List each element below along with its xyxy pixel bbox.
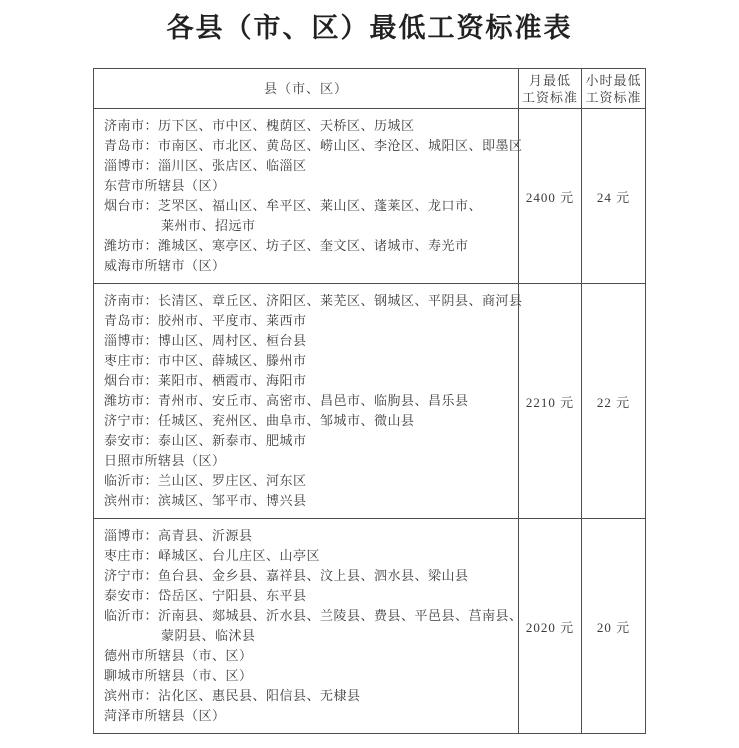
header-monthly-wage: [519, 69, 582, 109]
table-row-tier1: [94, 109, 646, 284]
hourly-wage-tier3: 20 元: [582, 519, 646, 734]
area-line: 济宁市：任城区、兖州区、曲阜市、邹城市、微山县: [104, 413, 415, 428]
area-line: 东营市所辖县（区）: [104, 178, 226, 193]
area-line-continuation: 莱州市、招远市: [161, 218, 256, 233]
wage-table: [93, 68, 646, 734]
area-line: 临沂市：沂南县、郯城县、沂水县、兰陵县、费县、平邑县、莒南县、: [104, 608, 523, 623]
area-line: 潍坊市：青州市、安丘市、高密市、昌邑市、临朐县、昌乐县: [104, 393, 469, 408]
areas-cell-tier3: [94, 519, 523, 734]
header-areas: 县（市、区）: [94, 69, 519, 109]
area-line: 威海市所辖市（区）: [104, 258, 226, 273]
area-line-continuation: 蒙阴县、临沭县: [161, 628, 256, 643]
areas-cell-tier2: [94, 284, 523, 519]
area-line: 泰安市：岱岳区、宁阳县、东平县: [104, 588, 307, 603]
area-line: 淄博市：高青县、沂源县: [104, 528, 253, 543]
area-line: 枣庄市：峄城区、台儿庄区、山亭区: [104, 548, 321, 563]
area-line: 泰安市：泰山区、新泰市、肥城市: [104, 433, 307, 448]
area-line: 青岛市：市南区、市北区、黄岛区、崂山区、李沧区、城阳区、即墨区: [104, 138, 523, 153]
header-monthly-line1: 月最低: [528, 72, 571, 88]
monthly-wage-tier1: 2400 元: [519, 109, 582, 284]
hourly-wage-tier1: 24 元: [582, 109, 646, 284]
areas-cell-tier1: [94, 109, 523, 284]
area-line: 德州市所辖县（市、区）: [104, 648, 253, 663]
monthly-wage-tier3: 2020 元: [519, 519, 582, 734]
area-line: 青岛市：胶州市、平度市、莱西市: [104, 313, 307, 328]
table-row-tier3: [94, 519, 646, 734]
area-line: 淄博市：博山区、周村区、桓台县: [104, 333, 307, 348]
area-line: 济南市：历下区、市中区、槐荫区、天桥区、历城区: [104, 118, 415, 133]
area-line: 菏泽市所辖县（区）: [104, 708, 226, 723]
area-line: 潍坊市：潍城区、寒亭区、坊子区、奎文区、诸城市、寿光市: [104, 238, 469, 253]
area-line: 日照市所辖县（区）: [104, 453, 226, 468]
header-hourly-wage: [582, 69, 646, 109]
table-header-row: [94, 69, 646, 109]
area-line: 济宁市：鱼台县、金乡县、嘉祥县、汶上县、泗水县、梁山县: [104, 568, 469, 583]
area-line: 滨州市：沾化区、惠民县、阳信县、无棣县: [104, 688, 361, 703]
table-row-tier2: [94, 284, 646, 519]
area-line: 临沂市：兰山区、罗庄区、河东区: [104, 473, 307, 488]
header-hourly-line2: 工资标准: [585, 89, 642, 105]
area-line: 济南市：长清区、章丘区、济阳区、莱芜区、钢城区、平阴县、商河县: [104, 293, 523, 308]
area-line: 滨州市：滨城区、邹平市、博兴县: [104, 493, 307, 508]
hourly-wage-tier2: 22 元: [582, 284, 646, 519]
area-line: 淄博市：淄川区、张店区、临淄区: [104, 158, 307, 173]
area-line: 聊城市所辖县（市、区）: [104, 668, 253, 683]
area-line: 烟台市：芝罘区、福山区、牟平区、莱山区、蓬莱区、龙口市、: [104, 198, 483, 213]
header-hourly-line1: 小时最低: [585, 72, 642, 88]
header-monthly-line2: 工资标准: [521, 89, 578, 105]
monthly-wage-tier2: 2210 元: [519, 284, 582, 519]
area-line: 枣庄市：市中区、薛城区、滕州市: [104, 353, 307, 368]
page-title: 各县（市、区）最低工资标准表: [166, 13, 573, 43]
area-line: 烟台市：莱阳市、栖霞市、海阳市: [104, 373, 307, 388]
